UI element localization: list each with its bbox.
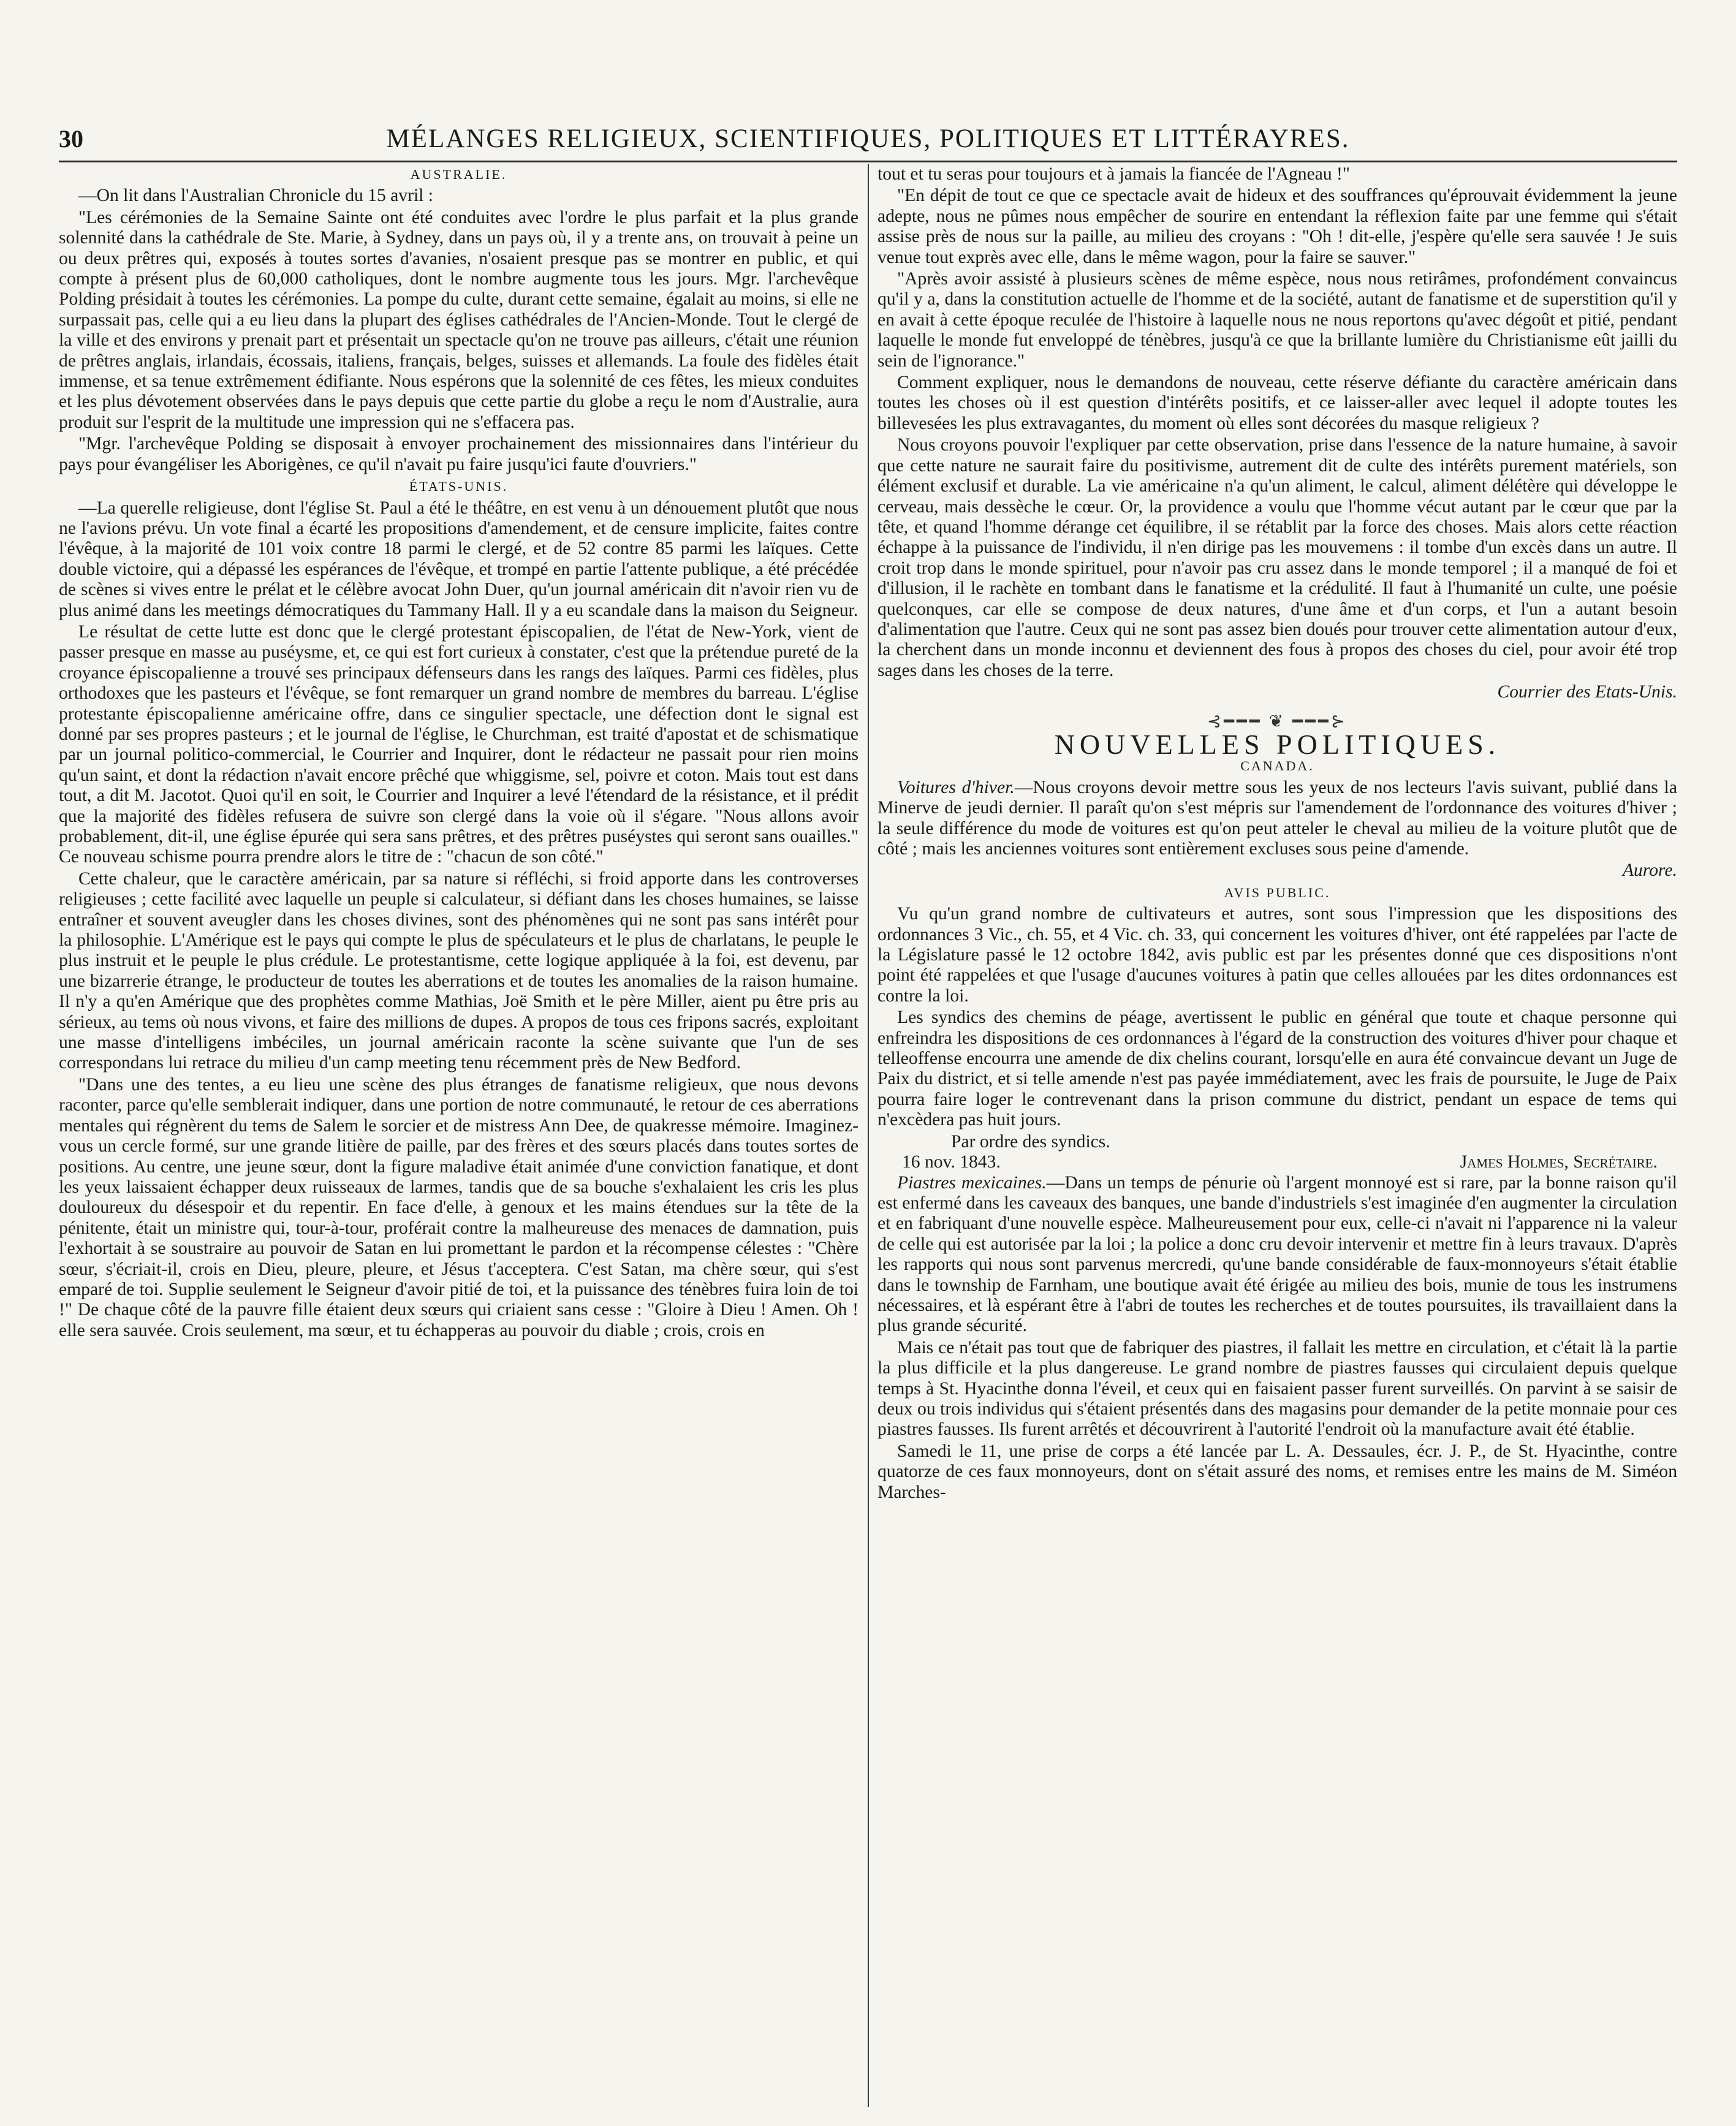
article-title: Voitures d'hiver. <box>897 777 1015 797</box>
notice-date: 16 nov. 1843. <box>902 1152 1001 1172</box>
paragraph: Cette chaleur, que le caractère américain, par sa nature si réfléchi, si froid apporte dans les controverses religieuses ; cette facilité avec laquelle un peuple si calculateur, si défiant dans les choses humaines, se laisse entraîner et souvent aveugler dans les choses divines, sont des phénomènes qui ne sont pas sans intérêt pour la philosophie. L'Amérique est le pays qui compte le plus de spéculateurs et le plus de charlatans, le peuple le plus instruit et le peuple le plus crédule. Le protestantisme, cette logique appliquée à la foi, est devenu, par une bizarrerie étrange, le producteur de toutes les aberrations et de toutes les anomalies de la raison humaine. Il n'y a qu'en Amérique que des prophètes comme Mathias, Joë Smith et le père Miller, aient pu être pris au sérieux, au tems où nous vivons, et faire des millions de dupes. A propos de tous ces fripons sacrés, exploitant une masse d'intelligens imbéciles, un journal américain raconte la scène suivante que l'un de ses correspondans lui retrace du milieu d'un camp meeting tenu récemment près de New Bedford. <box>59 868 859 1073</box>
paragraph: —On lit dans l'Australian Chronicle du 15 avril : <box>78 186 434 206</box>
paragraph: "En dépit de tout ce que ce spectacle avait de hideux et des souffrances qu'éprouvait évidemment la jeune adepte, nous ne pûmes nous empêcher de sourire en entendant la réflexion faite par une femme qui s'était assise près de nous sur la paille, au milieu des croyans : "Oh ! dit-elle, j'espère qu'elle sera sauvée ! Je suis venue tout exprès avec elle, dans le même wagon, pour la faire se sauver." <box>877 186 1677 267</box>
section-heading-australie: AUSTRALIE. <box>410 167 507 182</box>
paragraph: "Mgr. l'archevêque Polding se disposait à envoyer prochainement des missionnaires dans l'intérieur du pays pour évangéliser les Aborigènes, ce qu'il n'avait pu faire jusqu'ici faute d'ouvriers." <box>59 434 859 474</box>
ornament-divider: ⊰━━━ ❦ ━━━⊱ <box>1207 712 1348 731</box>
article-text: —Nous croyons devoir mettre sous les yeux de nos lecteurs l'avis suivant, publié dans la Minerve de jeudi dernier. Il paraît qu'on s'est mépris sur l'amendement de l'ordonnance des voitures d'hiver ; la seule différence du mode de voitures est qu'on peut atteler le cheval au milieu de la voiture plutôt que de côté ; mais les anciennes voitures sont entièrement excluses sous peine d'amende. <box>877 777 1677 859</box>
paragraph: tout et tu seras pour toujours et à jamais la fiancée de l'Agneau !" <box>877 164 1350 184</box>
paragraph-voitures <box>877 778 1677 860</box>
paragraph: Samedi le 11, une prise de corps a été lancée par L. A. Dessaules, écr. J. P., de St. Hyacinthe, contre quatorze de ces faux monnoyeurs, dont on s'était assuré des noms, et remises entre les mains de M. Siméon Marches- <box>877 1441 1677 1502</box>
source-attribution: Aurore. <box>1622 860 1677 881</box>
paragraph-piastres <box>877 1173 1677 1337</box>
article-text: —Dans un temps de pénurie où l'argent monnoyé est si rare, par la bonne raison qu'il est enfermé dans les caveaux des banques, une bande d'industriels s'est imaginée d'en augmenter la circulation et en fabriquant d'une nouvelle espèce. Malheureusement pour eux, celle-ci n'avait ni l'apparence ni la valeur de celle qui est autorisée par la loi ; la police a donc cru devoir intervenir et mettre fin à leurs travaux. D'après les rapports qui nous sont parvenus mercredi, qu'une bande considérable de faux-monnoyeurs s'était établie dans le township de Farnham, une boutique avait été érigée au milieu des bois, munie de tous les instrumens nécessaires, et là espérant être à l'abri de toutes les recherches et de toutes poursuites, ils travaillaient dans la plus grande sécurité. <box>877 1172 1677 1336</box>
paragraph: Nous croyons pouvoir l'expliquer par cette observation, prise dans l'essence de la nature humaine, à savoir que cette nature ne saurait faire du positivisme, autrement dit de culte des intérêts purement matériels, son élément exclusif et durable. La vie américaine n'a qu'un aliment, le calcul, aliment délétère qui développe le cerveau, mais dessèche le cœur. Or, la providence a voulu que l'homme vécut autant par le cœur que par la tête, et quand l'homme dérange cet équilibre, il se rétablit par la force des choses. Mais alors cette réaction échappe à la puissance de l'individu, il n'en dirige pas les mouvemens : il tombe d'un excès dans un autre. Il croit trop dans le monde spirituel, pour n'avoir pas cru assez dans le monde temporel ; il a manqué de foi et d'illusion, il le rachète en tombant dans le fanatisme et la crédulité. Il faut à l'humanité un culte, une poésie quelconques, car elle se compose de deux natures, d'une âme et d'un corps, et l'un a autant besoin d'alimentation que l'autre. Ceux qui ne sont pas assez bien doués pour trouver cette alimentation autour d'eux, la cherchent dans un monde inconnu et deviennent des fous à propos des choses du ciel, pour avoir été trop sages dans les choses de la terre. <box>877 435 1677 680</box>
page-header <box>59 120 1677 157</box>
paragraph: Mais ce n'était pas tout que de fabriquer des piastres, il fallait les mettre en circulation, et c'était là la partie la plus difficile et la plus dangereuse. Le grand nombre de piastres fausses qui circulaient depuis quelque temps à St. Hyacinthe donna l'éveil, et ceux qui en faisaient passer furent surveillés. On parvint à se saisir de deux ou trois individus qui s'étaient présentés dans des magasins pour demander de la petite monnaie pour ces piastres fausses. Ils furent arrêtés et découvrirent à l'autorité l'endroit où la manufacture avait été établie. <box>877 1337 1677 1440</box>
section-heading-avis-public: AVIS PUBLIC. <box>1224 884 1331 900</box>
running-title: MÉLANGES RELIGIEUX, SCIENTIFIQUES, POLITIQUES ET LITTÉRAYRES. <box>386 124 1350 153</box>
signature-row <box>877 1152 1677 1172</box>
paragraph: "Les cérémonies de la Semaine Sainte ont été conduites avec l'ordre le plus parfait et la plus grande solennité dans la cathédrale de Ste. Marie, à Sydney, dans un pays où, il y a trente ans, on trouvait à peine un ou deux prêtres qui, exposés à toutes sortes d'avanies, n'osaient presque pas se montrer en public, et qui compte à présent plus de 60,000 catholiques, dont le nombre augmente tous les jours. Mgr. l'archevêque Polding présidait à toutes les cérémonies. La pompe du culte, durant cette semaine, égalait au moins, si elle ne surpassait pas, celle qui a eu lieu dans la plupart des églises cathédrales de l'Ancien-Monde. Tout le clergé de la ville et des environs y prenait part et présentait un spectacle qu'on ne trouve pas ailleurs, c'était une réunion de prêtres anglais, irlandais, écossais, italiens, français, belges, suisses et allemands. La foule des fidèles était immense, et sa tenue extrêmement édifiante. Nous espérons que la solennité de ces fêtes, les mieux conduites et les plus dévotement observées dans le pays depuis que cette partie du globe a reçu le nom d'Australie, aura produit sur l'esprit de la multitude une impression qui ne s'effacera pas. <box>59 207 859 432</box>
paragraph: Vu qu'un grand nombre de cultivateurs et autres, sont sous l'impression que les dispositions des ordonnances 3 Vic., ch. 55, et 4 Vic. ch. 33, qui concernent les voitures d'hiver, ont été rappelées par l'acte de la Législature passé le 12 octobre 1842, avis public est par les présentes donné que ces dispositions n'ont point été rappelées et que l'usage d'aucunes voitures à patin que celles allouées par les dites ordonnances est contre la loi. <box>877 904 1677 1006</box>
column-divider <box>868 164 869 2107</box>
right-column <box>877 164 1677 2107</box>
paragraph: Le résultat de cette lutte est donc que le clergé protestant épiscopalien, de l'état de New-York, vient de passer presque en masse au puséysme, et, ce qui est fort curieux à constater, c'est que la prétendue pureté de la croyance épiscopalienne a trouvé ses principaux défenseurs dans les rangs des laïques. Parmi ces fidèles, plus orthodoxes que les pasteurs et l'évêque, se font remarquer un grand nombre de membres du barreau. L'église protestante épiscopalienne américaine offre, dans ce singulier spectacle, une défection dont le signal est donné par ses propres pasteurs ; et le journal de l'église, le Churchman, est traité d'apostat et de schismatique par un journal politico-commercial, le Courrier and Inquirer, dont le rédacteur ne passait pour rien moins qu'un saint, et dont la rédaction n'avait encore prêché que whiggisme, sel, poivre et coton. Mais tout est dans tout, a dit M. Jacotot. Quoi qu'il en soit, le Courrier and Inquirer a levé l'étendard de la résistance, et il prédit que la majorité des fidèles refusera de suivre son clergé dans la voie où il s'égare. "Nous allons avoir probablement, dit-il, une église épurée qui sera sans prêtres, et des prêtres puséystes qui seront sans ouailles." Ce nouveau schisme pourra prendre alors le titre de : "chacun de son côté." <box>59 621 859 867</box>
notice-signer: James Holmes, Secrétaire. <box>1460 1152 1658 1172</box>
section-heading-canada: CANADA. <box>1240 758 1314 774</box>
paragraph: Les syndics des chemins de péage, avertissent le public en général que toute et chaque personne qui enfreindra les dispositions de ces ordonnances à l'égard de la construction des voitures d'hiver pour chaque et telleoffense encourra une amende de dix chelins courant, lorsqu'elle en aura été convaincue devant un Juge de Paix du district, et si telle amende n'est pas payée immédiatement, avec les frais de poursuite, le Juge de Paix pourra faire loger le contrevenant dans la prison commune du district, pendant un espace de tems qui n'excèdera pas huit jours. <box>877 1008 1677 1130</box>
page-number: 30 <box>59 124 83 153</box>
paragraph: "Dans une des tentes, a eu lieu une scène des plus étranges de fanatisme religieux, que nous devons raconter, parce qu'elle semblerait indiquer, dans une portion de notre communauté, le retour de ces aberrations mentales qui régnèrent du tems de Salem le sorcier et de mistress Ann Dee, de quakresse mémoire. Imaginez-vous un cercle formé, sur une grande litière de paille, par des frères et des sœurs placés dans toutes sortes de positions. Au centre, une jeune sœur, dont la figure maladive était animée d'une conviction fanatique, et dont les yeux laissaient échapper deux ruisseaux de larmes, tandis que de sa bouche s'exhalaient les cris les plus douloureux du désespoir et du repentir. En face d'elle, à genoux et les mains étendues sur la tête de la pénitente, était un ministre qui, tour-à-tour, proférait contre la malheureuse des menaces de damnation, puis l'exhortait à se soustraire au pouvoir de Satan en lui promettant le pardon et la récompense célestes : "Chère sœur, s'écriait-il, crois en Dieu, pleure, pleure, et Jésus t'acceptera. C'est Satan, ma chère sœur, qui s'est emparé de toi. Supplie seulement le Seigneur d'avoir pitié de toi, et la puissance des ténèbres fuira loin de toi !" De chaque côté de la pauvre fille étaient deux sœurs qui criaient sans cesse : "Gloire à Dieu ! Amen. Oh ! elle sera sauvée. Crois seulement, ma sœur, et tu échapperas au pouvoir du diable ; crois, crois en <box>59 1074 859 1340</box>
section-heading-etats-unis: ÉTATS-UNIS. <box>409 479 509 495</box>
order-line: Par ordre des syndics. <box>951 1131 1110 1152</box>
source-attribution: Courrier des Etats-Unis. <box>1497 682 1677 702</box>
paragraph: —La querelle religieuse, dont l'église St. Paul a été le théâtre, en est venu à un dénouement plutôt que nous ne l'avions prévu. Un vote final a écarté les propositions d'amendement, et de censure implicite, faites contre l'évêque, à la majorité de 101 voix contre 18 parmi le clergé, et de 52 contre 85 parmi les laïques. Cette double victoire, qui a dépassé les espérances de l'évêque, et trompé en partie l'attente publique, a été précédée de scènes si vives entre le prélat et le célèbre avocat John Duer, qu'un journal américain dit n'avoir rien vu de plus animé dans les meetings démocratiques du Tammany Hall. Il y a eu scandale dans la maison du Seigneur. <box>59 498 859 620</box>
article-title: Piastres mexicaines. <box>897 1172 1047 1193</box>
header-rule <box>59 161 1677 162</box>
paragraph: Comment expliquer, nous le demandons de nouveau, cette réserve défiante du caractère américain dans toutes les choses où il est question d'intérêts positifs, et ce laisser-aller avec lequel il adopte toutes les billevesées les plus extravagantes, du moment où elles sont décorées du masque religieux ? <box>877 373 1677 433</box>
paragraph: "Après avoir assisté à plusieurs scènes de même espèce, nous nous retirâmes, profondément convaincus qu'il y a, dans la constitution actuelle de l'homme et de la société, autant de fanatisme et de superstition qu'il y en avait à cette époque reculée de l'histoire à laquelle nous ne nous reportons qu'avec dégoût et pitié, pendant laquelle le monde fut enveloppé de ténèbres, jusqu'à ce que la brillante lumière du Christianisme eût jailli du sein de l'ignorance." <box>877 269 1677 371</box>
section-heading-nouvelles: NOUVELLES POLITIQUES. <box>1054 728 1501 760</box>
left-column <box>59 164 859 2107</box>
